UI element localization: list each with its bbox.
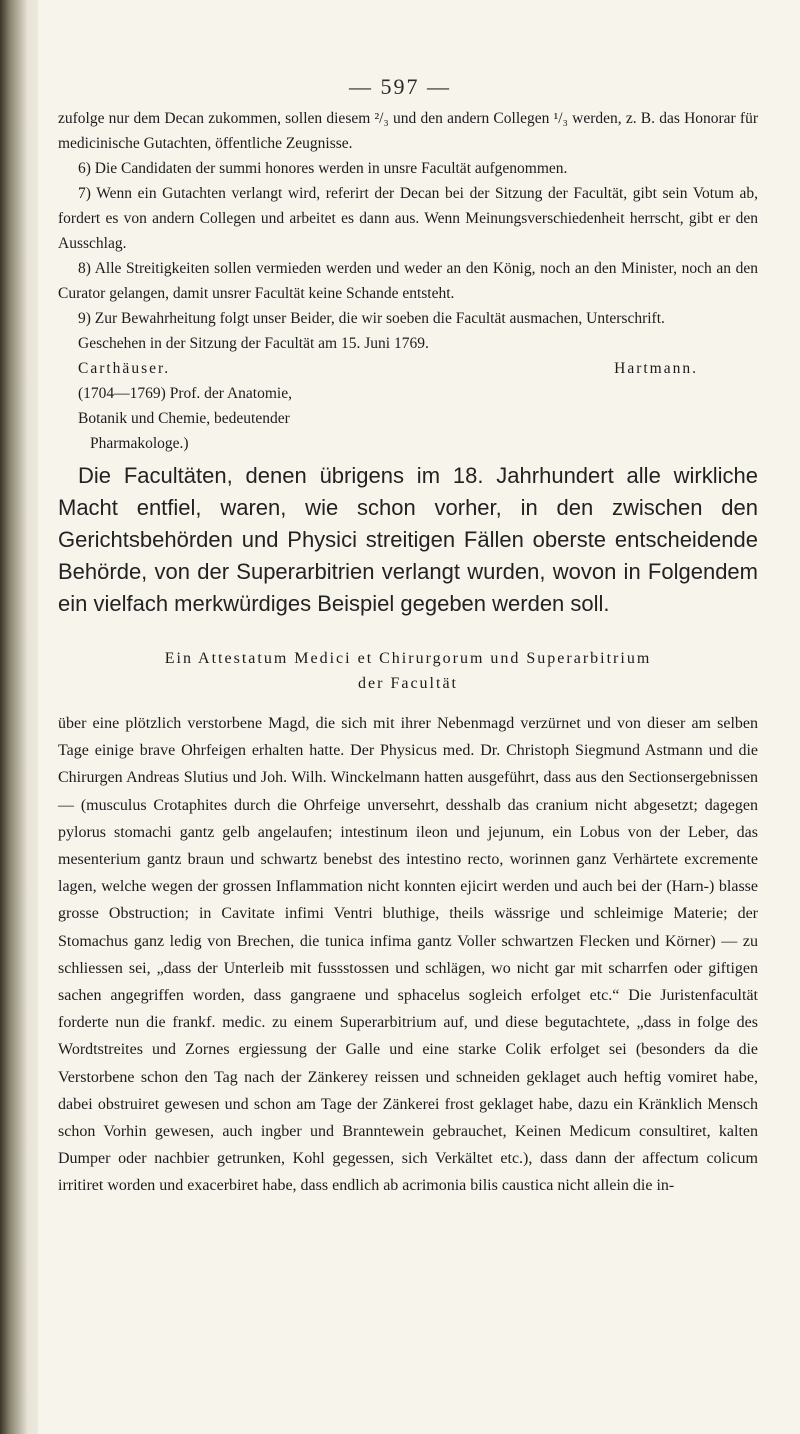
signatures [58,356,698,381]
signer-hartmann: Hartmann. [614,360,698,377]
footnote-line-1: (1704—1769) Prof. der Anatomie, [78,385,292,402]
paragraph-date: Geschehen in der Sitzung der Facultät am 15. Juni 1769. [78,335,429,352]
section-title [58,646,758,696]
footnote-line-2: Botanik und Chemie, bedeutender [78,410,290,427]
paragraph-large-print: Die Facultäten, denen übrigens im 18. Jahrhundert alle wirkliche Macht entfiel, waren, wie schon vorher, in den zwischen den Gerichtsbehörden und Physici streitigen Fällen oberste entscheidende Behörde, von der Superarbitrien verlangt wurden, wovon in Folgendem ein vielfach merkwürdiges Beispiel gegeben werden soll. [58,463,758,616]
paragraph-intro: zufolge nur dem Decan zukommen, sollen diesem ²/₃ und den andern Collegen ¹/₃ werden, z. B. das Honorar für medicinische Gutachten, öffentliche Zeugnisse. [58,110,758,152]
paragraph-item-8: 8) Alle Streitigkeiten sollen vermieden werden und weder an den König, noch an den Minister, noch an den Curator gelangen, damit unsrer Facultät keine Schande entsteht. [58,260,758,302]
section-title-line-1: Ein Attestatum Medici et Chirurgorum und Superarbitrium [164,650,652,667]
section-title-line-2: der Facultät [358,675,458,692]
paragraph-item-6: 6) Die Candidaten der summi honores werden in unsre Facultät aufgenommen. [78,160,568,177]
paragraph-body: über eine plötzlich verstorbene Magd, die sich mit ihrer Nebenmagd verzürnet und von dieser am selben Tage einige brave Ohrfeigen erhalten hatte. Der Physicus med. Dr. Christoph Siegmund Astmann und die Chirurgen Andreas Slutius und Joh. Wilh. Winckelmann hatten ausgeführt, dass aus den Sectionsergebnissen — (musculus Crotaphites durch die Ohrfeige unversehrt, desshalb das cranium nicht abgesetzt; dagegen pylorus stomachi gantz gelb angelaufen; intestinum ileon und jejunum, ein Lobus von der Leber, das mesenterium gantz braun und schwartz benebst des intestino recto, worinnen ganz Verhärtete excremente lagen, welche wegen der grossen Inflammation nicht konnten ejicirt werden und auch bei der (Harn-) blasse grosse Obstruction; in Cavitate infimi Ventri bluthige, theils wässrige und schleimige Materie; der Stomachus ganz ledig von Brechen, die tunica infima gantz Voller schwartzen Flecken und Körner) — zu schliessen sei, „dass der Unterleib mit fussstossen und schlägen, wo nicht gar mit scharrfen oder giftigen sachen angegriffen worden, dass gangraene und sphacelus sogleich erfolget etc.“ Die Juristenfacultät forderte nun die frankf. medic. zu einem Superarbitrium auf, und diese begutachtete, „dass in folge des Wordtstreites und Zornes ergiessung der Galle und eine starke Colik erfolget sei (besonders da die Verstorbene schon den Tag nach der Zänkerey reissen und schneiden geklaget auch heftig vomiret habe, dabei obstruiret gewesen und schon am Tage der Zänkerei frost geklaget habe, dazu ein Kränklich Mensch schon Vorhin gewesen, auch ingber und Branntewein gebrauchet, Keinen Medicum consultiret, kalten Dumper oder nachbier getrunken, Kohl gegessen, sich Verkältet etc.), dass dann der affectum colicum irritiret worden und exacerbiret habe, dass endlich ab acrimonia bilis caustica nicht allein die in- [58,715,758,1195]
signer-carthaeuser: Carthäuser. [78,360,171,377]
footnote-line-3: Pharmakologe.) [90,435,189,452]
paragraph-item-7: 7) Wenn ein Gutachten verlangt wird, referirt der Decan bei der Sitzung der Facultät, gibt sein Votum ab, fordert es von andern Collegen und arbeitet es dann aus. Wenn Meinungsverschiedenheit herrscht, gibt er den Ausschlag. [58,185,758,252]
page-number: — 597 — [349,74,451,99]
page-content [58,106,758,1200]
paragraph-item-9: 9) Zur Bewahrheitung folgt unser Beider, die wir soeben die Facultät ausmachen, Unterschrift. [78,310,665,327]
